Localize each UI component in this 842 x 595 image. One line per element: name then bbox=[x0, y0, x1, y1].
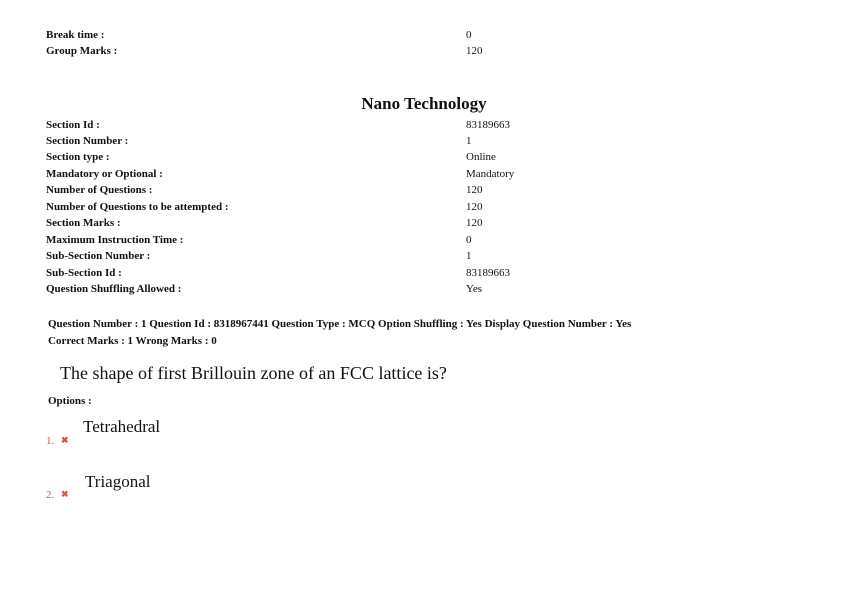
question-meta-line-2: Correct Marks : 1 Wrong Marks : 0 bbox=[48, 335, 217, 347]
question-meta-line-1: Question Number : 1 Question Id : 8318967441 Question Type : MCQ Option Shuffling : Yes Display Question Number : Yes bbox=[48, 318, 632, 330]
options-label: Options : bbox=[48, 395, 92, 407]
section-type-value: Online bbox=[466, 151, 496, 163]
mandatory-optional-label: Mandatory or Optional : bbox=[46, 168, 163, 180]
question-shuffling-value: Yes bbox=[466, 283, 483, 295]
section-number-value: 1 bbox=[466, 135, 472, 147]
option-text: Triagonal bbox=[85, 472, 151, 491]
max-instruction-time-label: Maximum Instruction Time : bbox=[46, 234, 184, 246]
sub-section-id-value: 83189663 bbox=[466, 267, 510, 279]
section-number-label: Section Number : bbox=[46, 135, 129, 147]
mandatory-optional-value: Mandatory bbox=[466, 168, 515, 180]
break-time-label: Break time : bbox=[46, 29, 105, 41]
section-type-label: Section type : bbox=[46, 151, 110, 163]
questions-to-attempt-label: Number of Questions to be attempted : bbox=[46, 201, 229, 213]
break-time-value: 0 bbox=[466, 29, 472, 41]
option-number: 1. bbox=[46, 435, 55, 447]
option-text: Tetrahedral bbox=[83, 417, 161, 436]
sub-section-number-value: 1 bbox=[466, 250, 472, 262]
max-instruction-time-value: 0 bbox=[466, 234, 472, 246]
number-of-questions-value: 120 bbox=[466, 184, 483, 196]
group-marks-value: 120 bbox=[466, 45, 483, 57]
sub-section-number-label: Sub-Section Number : bbox=[46, 250, 151, 262]
section-id-label: Section Id : bbox=[46, 119, 100, 131]
section-title: Nano Technology bbox=[361, 94, 487, 113]
question-shuffling-label: Question Shuffling Allowed : bbox=[46, 283, 182, 295]
number-of-questions-label: Number of Questions : bbox=[46, 184, 153, 196]
wrong-mark-icon: ✖ bbox=[61, 435, 69, 445]
question-text: The shape of first Brillouin zone of an FCC lattice is? bbox=[60, 363, 447, 383]
wrong-mark-icon: ✖ bbox=[61, 489, 69, 499]
questions-to-attempt-value: 120 bbox=[466, 201, 483, 213]
option-number: 2. bbox=[46, 489, 55, 501]
group-marks-label: Group Marks : bbox=[46, 45, 118, 57]
sub-section-id-label: Sub-Section Id : bbox=[46, 267, 122, 279]
section-marks-value: 120 bbox=[466, 217, 483, 229]
section-id-value: 83189663 bbox=[466, 119, 510, 131]
section-marks-label: Section Marks : bbox=[46, 217, 121, 229]
